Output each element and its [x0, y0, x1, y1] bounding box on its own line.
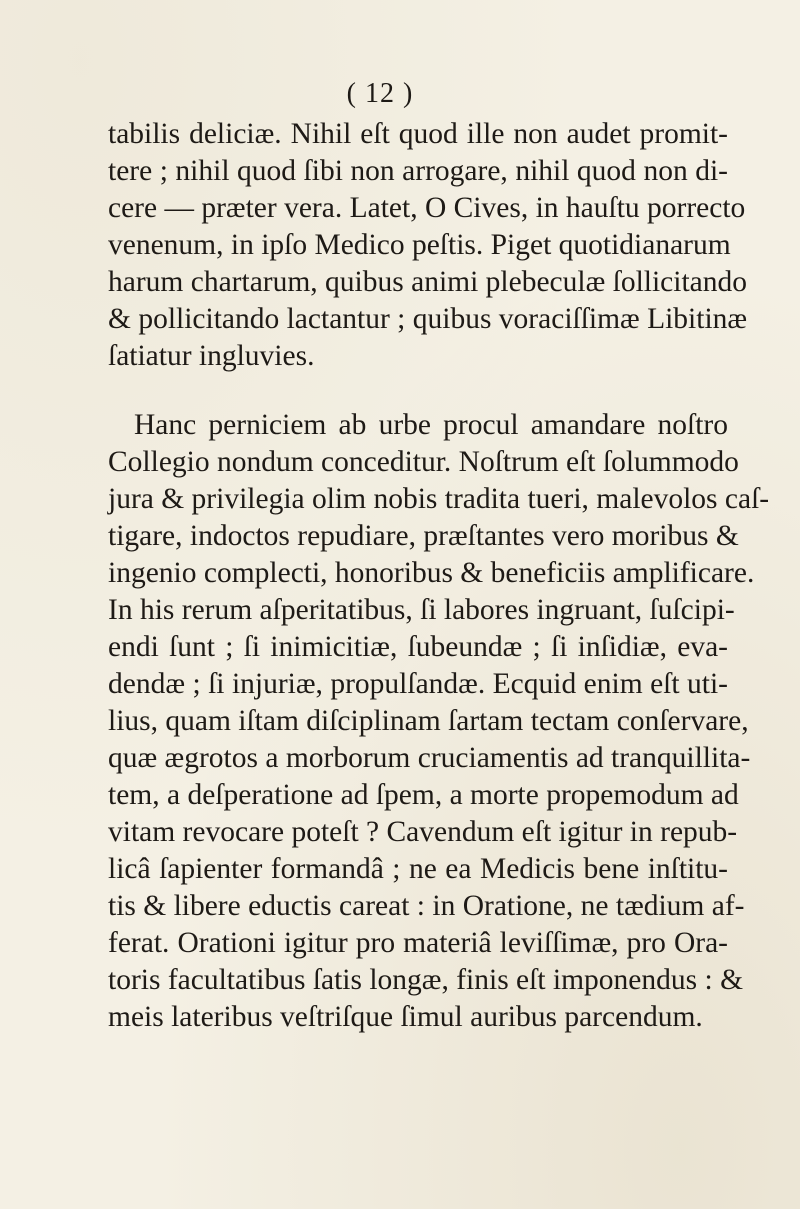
text-line: & pollicitando lactantur ; quibus voraciſſimæ Libitinæ	[108, 303, 748, 335]
text-line: tabilis deliciæ. Nihil eſt quod ille non audet promit-	[108, 118, 728, 150]
body-text	[108, 116, 770, 1036]
text-line: tem, a deſperatione ad ſpem, a morte propemodum ad	[108, 779, 739, 811]
text-line: licâ ſapienter formandâ ; ne ea Medicis bene inſtitu-	[108, 853, 728, 885]
text-line: vitam revocare poteſt ? Cavendum eſt igitur in repub-	[108, 816, 738, 848]
text-line: tere ; nihil quod ſibi non arrogare, nihil quod non di-	[108, 155, 728, 187]
text-line: jura & privilegia olim nobis tradita tueri, malevolos caſ-	[108, 483, 770, 515]
paragraph-2	[108, 407, 770, 1036]
paragraph-1	[108, 116, 748, 375]
text-line: ingenio complecti, honoribus & beneficiis amplificare.	[108, 557, 755, 589]
text-line: venenum, in ipſo Medico peſtis. Piget quotidianarum	[108, 229, 731, 261]
text-line: endi ſunt ; ſi inimicitiæ, ſubeundæ ; ſi inſidiæ, eva-	[108, 631, 728, 663]
text-line: cere — præter vera. Latet, O Cives, in hauſtu porrecto	[108, 192, 746, 224]
text-line: dendæ ; ſi injuriæ, propulſandæ. Ecquid enim eſt uti-	[108, 668, 728, 700]
text-line: tis & libere eductis careat : in Oratione, ne tædium af-	[108, 890, 745, 922]
text-line: toris facultatibus ſatis longæ, finis eſt imponendus : &	[108, 964, 744, 996]
text-line: In his rerum aſperitatibus, ſi labores ingruant, ſuſcipi-	[108, 594, 735, 626]
text-line: quæ ægrotos a morborum cruciamentis ad tranquillita-	[108, 742, 751, 774]
page-number: ( 12 )	[346, 78, 414, 109]
text-line: Hanc perniciem ab urbe procul amandare noſtro	[134, 409, 728, 441]
text-line: Collegio nondum conceditur. Noſtrum eſt ſolummodo	[108, 446, 739, 478]
text-line: tigare, indoctos repudiare, præſtantes vero moribus &	[108, 520, 739, 552]
text-line: lius, quam iſtam diſciplinam ſartam tectam conſervare,	[108, 705, 749, 737]
text-line: harum chartarum, quibus animi plebeculæ ſollicitando	[108, 266, 748, 298]
text-line: ſatiatur ingluvies.	[108, 340, 315, 372]
text-line: ferat. Orationi igitur pro materiâ leviſſimæ, pro Ora-	[108, 927, 728, 959]
text-line: meis lateribus veſtriſque ſimul auribus parcendum.	[108, 1001, 703, 1033]
